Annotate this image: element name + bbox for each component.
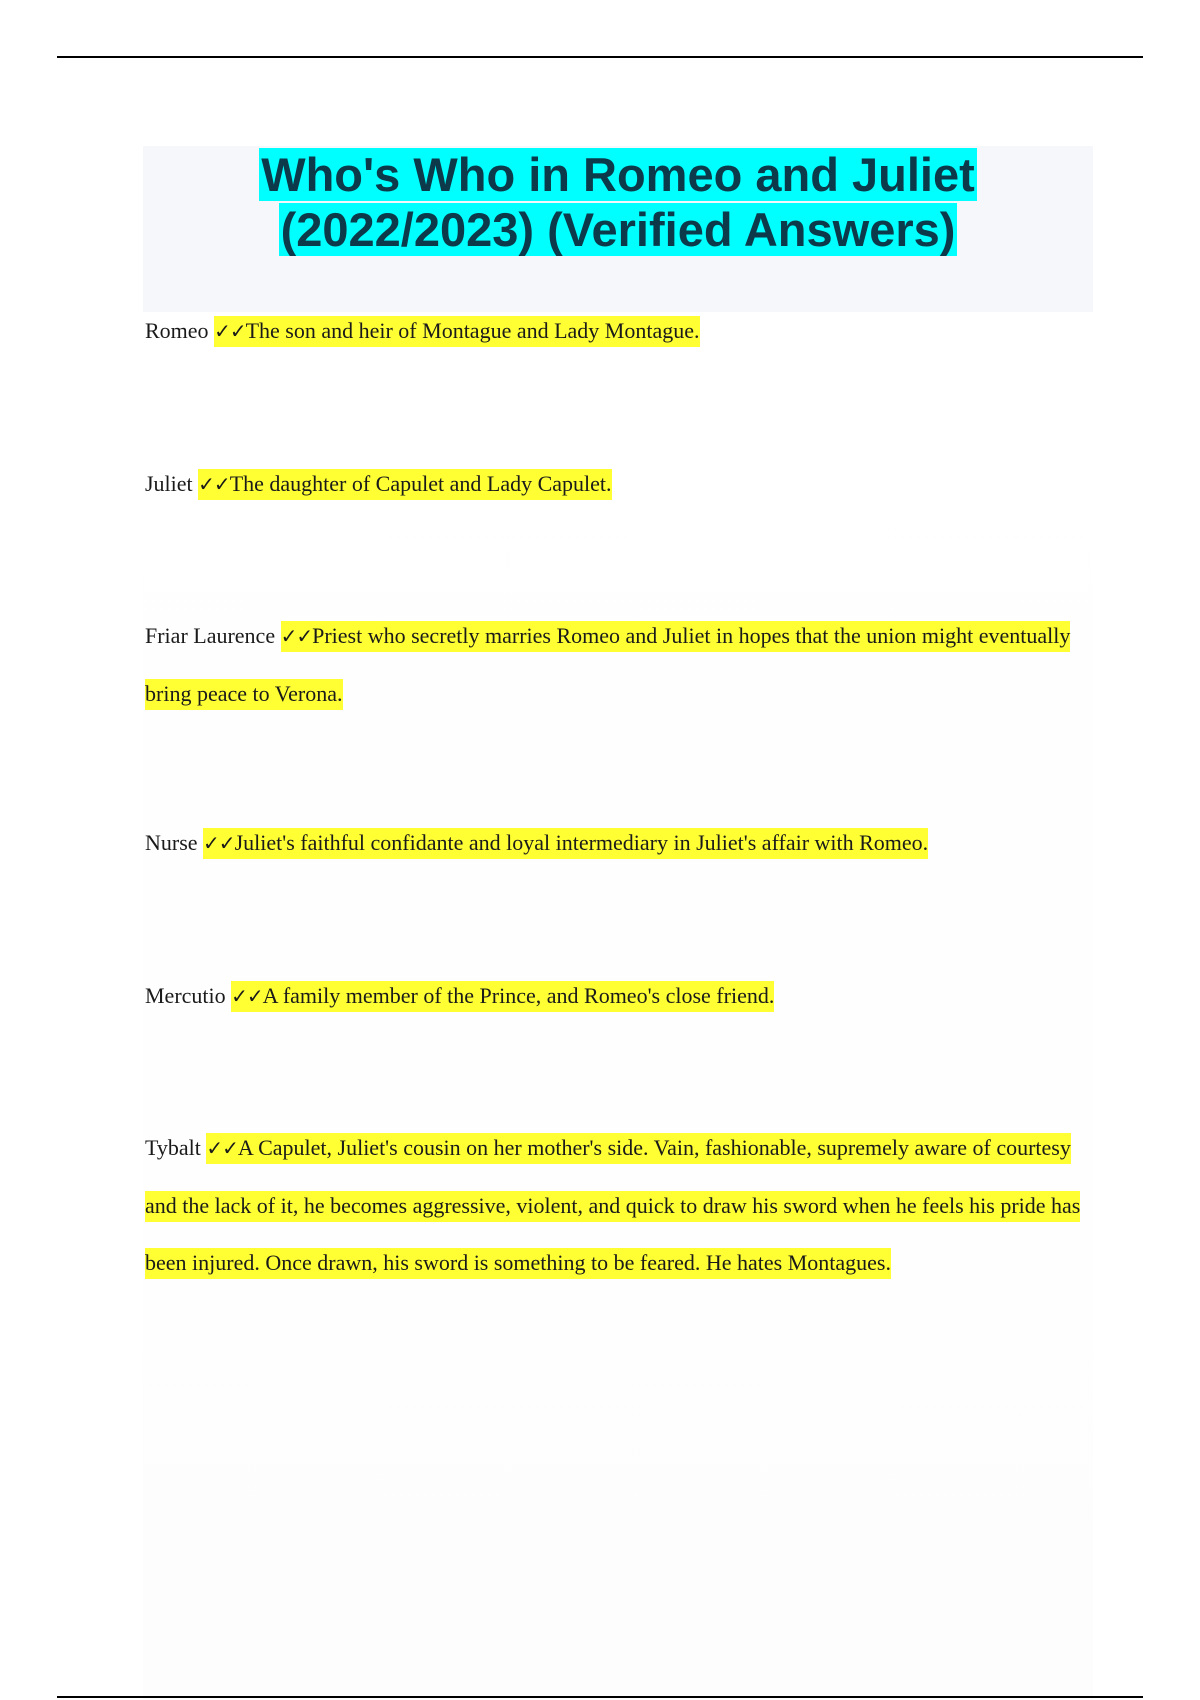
title-line-2: (2022/2023) (Verified Answers)	[280, 203, 956, 256]
double-check-icon: ✓✓	[198, 472, 230, 496]
entry-term: Friar Laurence	[145, 623, 276, 648]
double-check-icon: ✓✓	[203, 831, 235, 855]
title-line-1: Who's Who in Romeo and Juliet	[261, 148, 975, 201]
top-rule	[57, 56, 1143, 58]
entry-tybalt	[145, 1119, 1100, 1291]
entry-romeo	[145, 302, 1100, 360]
entry-term: Tybalt	[145, 1135, 201, 1160]
entry-answer	[145, 1133, 1080, 1279]
entry-juliet	[145, 455, 1100, 513]
entry-mercutio	[145, 967, 1100, 1025]
entry-definition: Priest who secretly marries Romeo and Juliet in hopes that the union might eventually bring peace to Verona.	[145, 623, 1071, 706]
entry-definition: The daughter of Capulet and Lady Capulet.	[229, 471, 612, 496]
content-area-background	[143, 146, 1093, 1700]
entry-answer	[214, 316, 699, 347]
document-title	[143, 146, 1093, 257]
entry-nurse	[145, 814, 1100, 872]
entry-definition: The son and heir of Montague and Lady Montague.	[245, 318, 700, 343]
entry-term: Mercutio	[145, 983, 226, 1008]
double-check-icon: ✓✓	[206, 1136, 238, 1160]
entry-definition: A family member of the Prince, and Romeo's close friend.	[262, 983, 775, 1008]
double-check-icon: ✓✓	[231, 984, 263, 1008]
entry-term: Juliet	[145, 471, 193, 496]
double-check-icon: ✓✓	[214, 319, 246, 343]
entry-friar-laurence	[145, 607, 1100, 722]
entry-term: Romeo	[145, 318, 209, 343]
bottom-rule	[57, 1696, 1143, 1698]
entry-answer	[203, 828, 928, 859]
entry-answer	[231, 981, 774, 1012]
title-block	[143, 146, 1093, 312]
entry-definition: Juliet's faithful confidante and loyal intermediary in Juliet's affair with Romeo.	[234, 830, 929, 855]
entry-answer	[198, 469, 611, 500]
entry-answer	[145, 621, 1070, 710]
entry-term: Nurse	[145, 830, 198, 855]
double-check-icon: ✓✓	[280, 624, 313, 648]
entry-definition: A Capulet, Juliet's cousin on her mother's side. Vain, fashionable, supremely aware of courtesy and the lack of it, he becomes aggressive, violent, and quick to draw his sword when he feels his pride has been injured. Once drawn, his sword is something to be feared. He hates Montagues.	[145, 1135, 1081, 1275]
